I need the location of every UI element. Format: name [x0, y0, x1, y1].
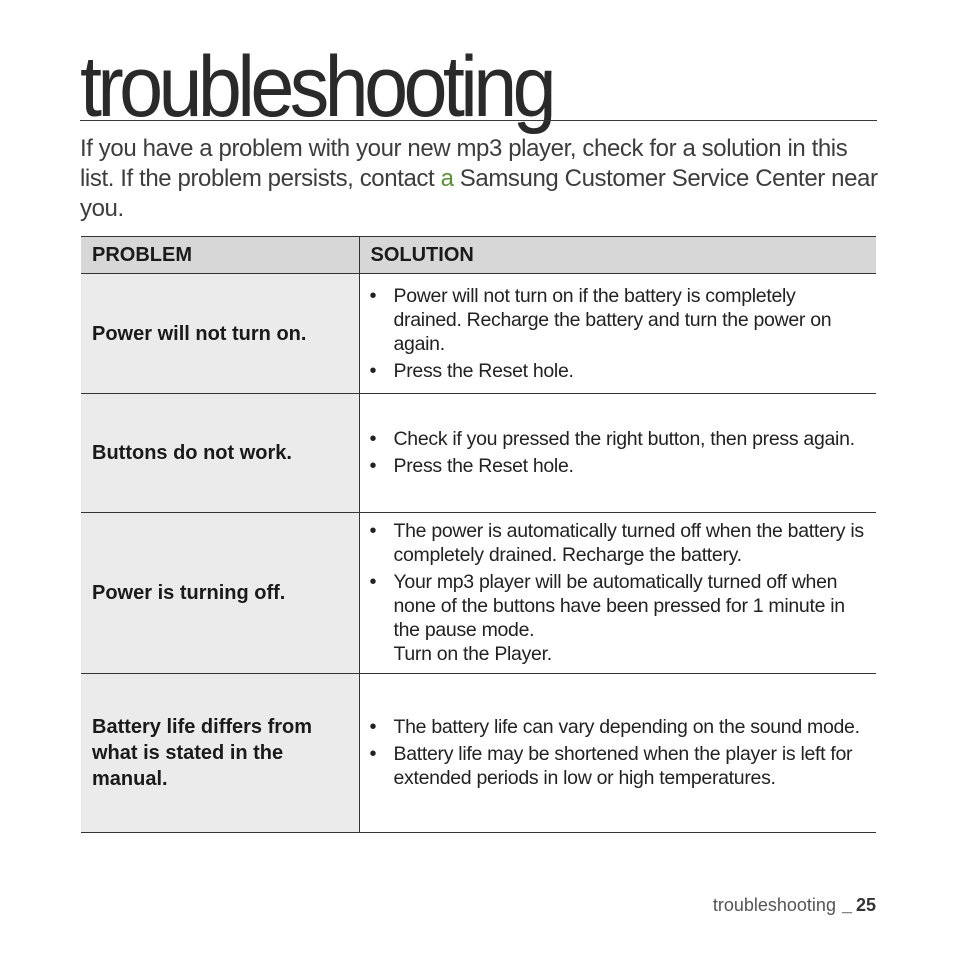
problem-cell: Battery life differs from what is stated in the manual. [81, 674, 359, 833]
solution-item: • Press the Reset hole. [370, 359, 867, 383]
solution-list [370, 427, 867, 478]
solution-cell [359, 674, 876, 833]
table-row [81, 274, 876, 394]
solution-item: • The battery life can vary depending on the sound mode. [370, 715, 867, 739]
solution-list [370, 519, 867, 666]
problem-cell: Power is turning off. [81, 513, 359, 674]
solution-item: • Power will not turn on if the battery is completely drained. Recharge the battery and turn the power on again. [370, 284, 867, 356]
footer-section-name: troubleshooting [712, 895, 836, 915]
troubleshooting-table [81, 236, 876, 833]
solution-item [370, 570, 867, 666]
intro-text-end: Samsung Customer Service Center near you. [80, 165, 878, 222]
title-divider [80, 120, 877, 121]
footer-separator: _ [841, 895, 852, 915]
solution-list [370, 715, 867, 790]
intro-accent-text: a [440, 165, 454, 192]
header-problem: PROBLEM [81, 237, 359, 274]
solution-list [370, 284, 867, 383]
solution-item-text: Your mp3 player will be automatically turned off when none of the buttons have been pressed for 1 minute in the pause mode. [393, 571, 845, 641]
page-number: 25 [855, 895, 876, 915]
solution-item: • The power is automatically turned off when the battery is completely drained. Recharge the battery. [370, 519, 867, 567]
solution-cell [359, 394, 876, 513]
table-header-row [81, 237, 876, 274]
problem-cell: Buttons do not work. [81, 394, 359, 513]
table-row [81, 394, 876, 513]
solution-item: • Press the Reset hole. [370, 454, 867, 478]
solution-item: • Check if you pressed the right button, then press again. [370, 427, 867, 451]
header-solution: SOLUTION [359, 237, 876, 274]
page-title: troubleshooting [80, 39, 553, 135]
solution-cell [359, 513, 876, 674]
intro-text-start: If you have a problem with your new mp3 player, check for a solution in this list. If the problem persists, contact [80, 135, 848, 192]
solution-item: • Battery life may be shortened when the player is left for extended periods in low or high temperatures. [370, 742, 867, 790]
table-row [81, 513, 876, 674]
problem-cell: Power will not turn on. [81, 274, 359, 394]
page-footer [713, 895, 876, 916]
table-row [81, 674, 876, 833]
solution-item-followup: Turn on the Player. [393, 643, 552, 665]
solution-cell [359, 274, 876, 394]
intro-paragraph [80, 134, 880, 224]
